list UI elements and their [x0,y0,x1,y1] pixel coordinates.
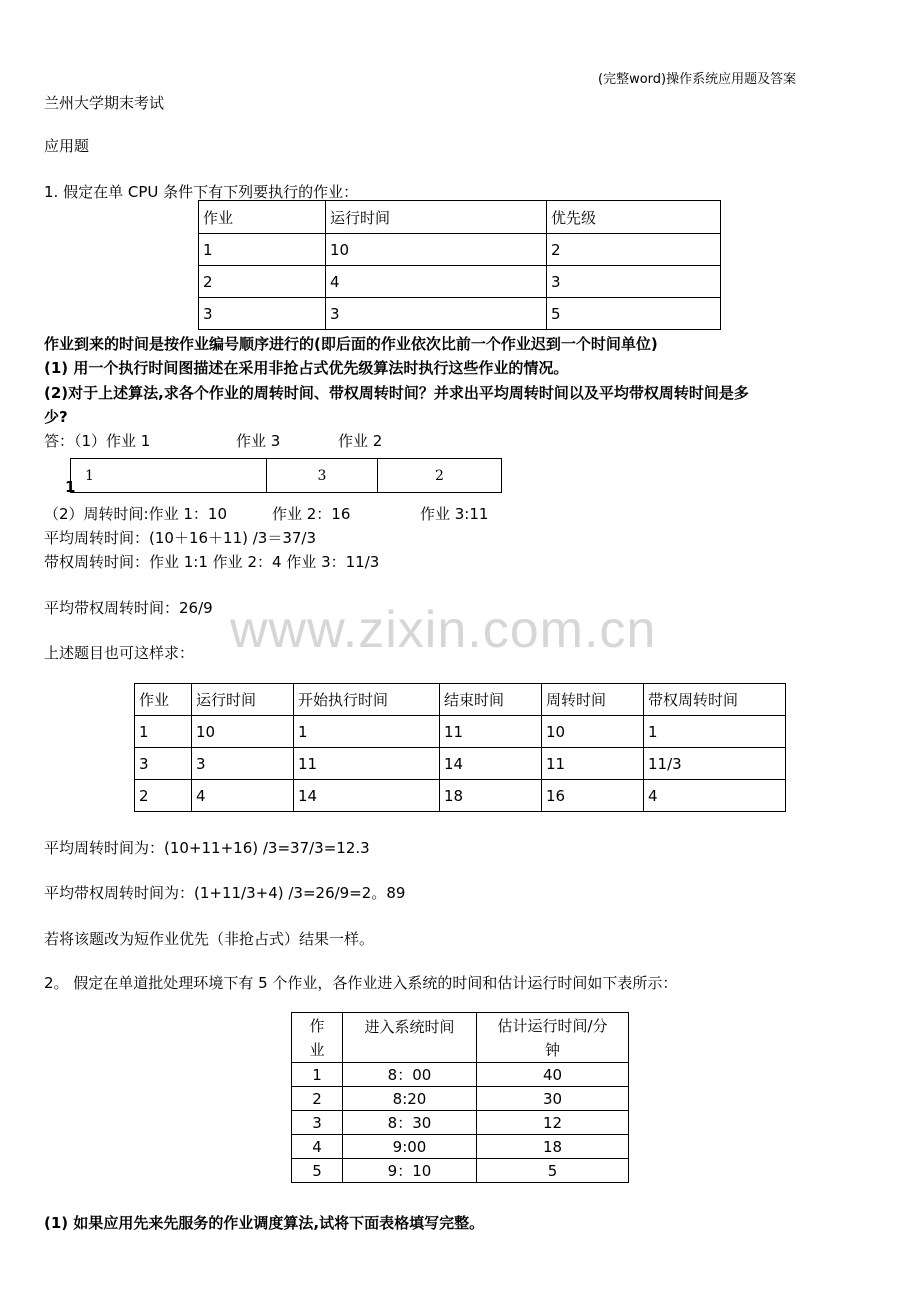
table-header: 估计运行时间/分 钟 [477,1013,629,1063]
q1-conclusion: 若将该题改为短作业优先（非抢占式）结果一样。 [44,930,375,948]
avg-turnaround-result: 平均周转时间为：(10+11+16) /3=37/3=12.3 [44,839,370,857]
table-cell: 16 [542,780,644,812]
gantt-segment-job3: 3 [267,459,378,492]
table-cell: 11/3 [644,748,786,780]
table-cell: 18 [440,780,542,812]
page-title: 兰州大学期末考试 [44,94,165,112]
answer-label: 答：（1）作业 1 [44,432,151,450]
table-cell: 10 [542,716,644,748]
table-cell: 2 [547,234,721,266]
q1-sub2-line1: (2)对于上述算法,求各个作业的周转时间、带权周转时间？并求出平均周转时间以及平均带权周转时间是多 [44,384,749,402]
table-header: 周转时间 [542,684,644,716]
page-header: (完整word)操作系统应用题及答案 [598,72,797,87]
turnaround-a: （2）周转时间:作业 1：10 [44,505,227,523]
avg-turnaround: 平均周转时间：(10＋16＋11) /3＝37/3 [44,529,317,547]
q1-note: 作业到来的时间是按作业编号顺序进行的(即后面的作业依次比前一个作业迟到一个时间单位) [44,335,658,353]
gantt-segment-job1: 1 [71,459,267,492]
answer-job2-label: 作业 2 [338,432,383,450]
turnaround-b: 作业 2：16 [272,505,351,523]
weighted-turnaround: 带权周转时间：作业 1:1 作业 2：4 作业 3：11/3 [44,553,380,571]
table-cell: 4 [326,266,547,298]
table-cell: 8:20 [343,1087,477,1111]
table-cell: 11 [542,748,644,780]
watermark: www.zixin.com.cn [230,601,657,659]
table-cell: 4 [644,780,786,812]
q1-sub1: (1) 用一个执行时间图描述在采用非抢占式优先级算法时执行这些作业的情况。 [44,359,569,377]
table-header: 带权周转时间 [644,684,786,716]
table-cell: 11 [294,748,440,780]
answer-job3-label: 作业 3 [236,432,281,450]
table-cell: 1 [135,716,192,748]
table-cell: 3 [292,1111,343,1135]
table-cell: 30 [477,1087,629,1111]
table-cell: 1 [292,1063,343,1087]
turnaround-c: 作业 3:11 [420,505,489,523]
table-header: 作业 [199,201,326,234]
table-cell: 14 [294,780,440,812]
table-cell: 2 [199,266,326,298]
table-cell: 8：30 [343,1111,477,1135]
q2-sub1: (1) 如果应用先来先服务的作业调度算法,试将下面表格填写完整。 [44,1214,485,1232]
table-header: 结束时间 [440,684,542,716]
table-cell: 1 [199,234,326,266]
table-cell: 5 [547,298,721,330]
table-cell: 3 [192,748,294,780]
table-cell: 5 [477,1159,629,1183]
q1-result-table [134,683,786,812]
table-cell: 3 [199,298,326,330]
table-header: 进入系统时间 [343,1013,477,1063]
table-cell: 4 [192,780,294,812]
question-2-stem: 2。 假定在单道批处理环境下有 5 个作业，各作业进入系统的时间和估计运行时间如下表所示： [44,974,678,992]
gantt-start-label: 1 [65,478,76,496]
table-cell: 3 [547,266,721,298]
q2-job-table [291,1012,629,1183]
table-cell: 1 [644,716,786,748]
table-header: 运行时间 [326,201,547,234]
table-header: 运行时间 [192,684,294,716]
gantt-chart [70,458,502,493]
table-cell: 2 [292,1087,343,1111]
gantt-segment-job2: 2 [435,467,444,484]
table-cell: 2 [135,780,192,812]
table-cell: 3 [135,748,192,780]
table-cell: 9:00 [343,1135,477,1159]
table-header: 作业 [135,684,192,716]
table-cell: 40 [477,1063,629,1087]
table-cell: 1 [294,716,440,748]
alt-intro: 上述题目也可这样求： [44,644,195,662]
table-cell: 5 [292,1159,343,1183]
table-cell: 12 [477,1111,629,1135]
table-cell: 10 [192,716,294,748]
avg-weighted-turnaround: 平均带权周转时间：26/9 [44,599,213,617]
table-cell: 9：10 [343,1159,477,1183]
table-cell: 10 [326,234,547,266]
q1-sub2-line2: 少? [44,408,68,426]
table-cell: 3 [326,298,547,330]
table-cell: 8：00 [343,1063,477,1087]
avg-weighted-result: 平均带权周转时间为：(1+11/3+4) /3=26/9=2。89 [44,884,406,902]
table-header: 开始执行时间 [294,684,440,716]
table-cell: 18 [477,1135,629,1159]
q1-job-table [198,200,721,330]
table-cell: 11 [440,716,542,748]
table-header: 作 业 [292,1013,343,1063]
table-header: 优先级 [547,201,721,234]
table-cell: 4 [292,1135,343,1159]
table-cell: 14 [440,748,542,780]
section-title: 应用题 [44,137,90,155]
question-1-stem: 1. 假定在单 CPU 条件下有下列要执行的作业： [44,183,359,201]
